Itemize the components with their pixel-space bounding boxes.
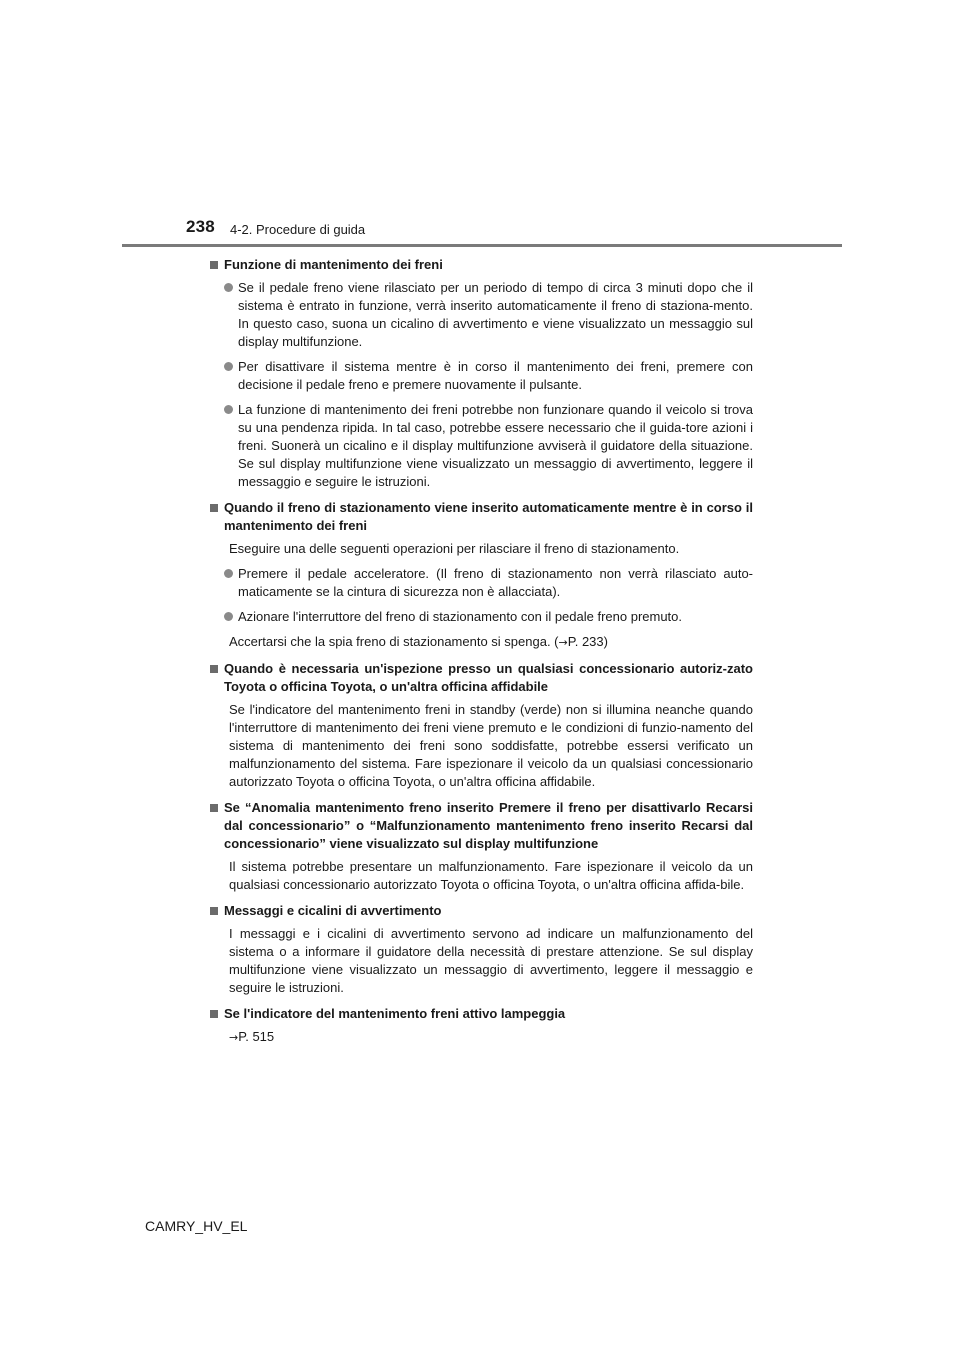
page-reference-link[interactable]: P. 233 xyxy=(567,634,604,649)
circle-bullet-icon xyxy=(224,362,233,371)
square-bullet-icon xyxy=(210,504,218,512)
list-item: Per disattivare il sistema mentre è in corso il mantenimento dei freni, premere con decisione il pedale freno e premere nuovamente il pulsante. xyxy=(210,358,753,394)
header-divider xyxy=(122,244,842,247)
page-reference xyxy=(210,1028,753,1047)
section-malfunction-message xyxy=(210,799,753,894)
list-item: Se il pedale freno viene rilasciato per un periodo di tempo di circa 3 minuti dopo che il sistema è entrato in funzione, verrà inserito automaticamente il freno di staziona-mento. In questo caso, suona un cicalino di avvertimento e viene visualizzato un messaggio sul display multifunzione. xyxy=(210,279,753,351)
section-body: I messaggi e i cicalini di avvertimento servono ad indicare un malfunzionamento del sistema o a informare il guidatore della necessità di prestare attenzione. Se sul display multifunzione viene visualizzato un messaggio di avvertimento, leggere il messaggio e seguire le istruzioni. xyxy=(229,926,753,995)
list-item: La funzione di mantenimento dei freni potrebbe non funzionare quando il veicolo si trova su una pendenza ripida. In tal caso, potrebbe essere necessario che il guida-tore azioni i freni. Suonerà un cicalino e il display multifunzione avviserà il guidatore della situazione. Se sul display multifunzione viene visualizzato un messaggio di avvertimento, leggere il messaggio e seguire le istruzioni. xyxy=(210,401,753,491)
list-item: Premere il pedale acceleratore. (Il freno di stazionamento non verrà rilasciato auto-maticamente se la cintura di sicurezza non è allacciata). xyxy=(210,565,753,601)
section-intro: Eseguire una delle seguenti operazioni per rilasciare il freno di stazionamento. xyxy=(229,541,680,556)
circle-bullet-icon xyxy=(224,405,233,414)
arrow-right-icon: → xyxy=(558,636,568,649)
square-bullet-icon xyxy=(210,1010,218,1018)
section-inspection-needed xyxy=(210,660,753,791)
section-warning-messages xyxy=(210,902,753,997)
section-body: Il sistema potrebbe presentare un malfunzionamento. Fare ispezionare il veicolo da un qualsiasi concessionario autorizzato Toyota o officina Toyota, o un'altra officina affida-bile. xyxy=(229,859,753,892)
section-heading: Se “Anomalia mantenimento freno inserito Premere il freno per disattivarlo Recarsi dal concessionario” o “Malfunzionamento mantenimento freno inserito Recarsi dal concessionario” viene visualizzato sul display multifunzione xyxy=(210,799,753,853)
section-heading: Quando il freno di stazionamento viene inserito automaticamente mentre è in corso il mantenimento dei freni xyxy=(210,499,753,535)
square-bullet-icon xyxy=(210,665,218,673)
section-brake-hold-function xyxy=(210,256,753,491)
section-heading: Funzione di mantenimento dei freni xyxy=(210,256,753,274)
page-number: 238 xyxy=(186,217,215,236)
square-bullet-icon xyxy=(210,804,218,812)
document-code: CAMRY_HV_EL xyxy=(145,1218,248,1234)
square-bullet-icon xyxy=(210,261,218,269)
section-heading: Messaggi e cicalini di avvertimento xyxy=(210,902,753,920)
page-header xyxy=(0,0,960,250)
section-body: Se l'indicatore del mantenimento freni in standby (verde) non si illumina neanche quando l'interruttore di mantenimento dei freni viene premuto e le condizioni di funzio-namento del sistema di mantenimento dei freni sono soddisfatte, potrebbe essersi verificato un malfunzionamento del sistema. Fare ispezionare il veicolo da un qualsiasi concessionario autorizzato Toyota o officina Toyota, o un'altra officina affidabile. xyxy=(229,702,753,789)
circle-bullet-icon xyxy=(224,612,233,621)
section-indicator-flashing xyxy=(210,1005,753,1047)
section-title: 4-2. Procedure di guida xyxy=(230,222,366,237)
section-heading: Se l'indicatore del mantenimento freni attivo lampeggia xyxy=(210,1005,753,1023)
section-heading: Quando è necessaria un'ispezione presso un qualsiasi concessionario autoriz-zato Toyota o officina Toyota, o un'altra officina affidabile xyxy=(210,660,753,696)
arrow-right-icon: → xyxy=(229,1031,239,1044)
section-parking-brake-auto xyxy=(210,499,753,652)
page-content xyxy=(210,256,753,1055)
circle-bullet-icon xyxy=(224,283,233,292)
circle-bullet-icon xyxy=(224,569,233,578)
list-item: Azionare l'interruttore del freno di stazionamento con il pedale freno premuto. xyxy=(210,608,753,626)
square-bullet-icon xyxy=(210,907,218,915)
section-note: Accertarsi che la spia freno di stazionamento si spenga. (→P. 233) xyxy=(229,634,608,649)
page-reference-link[interactable]: P. 515 xyxy=(238,1029,275,1044)
